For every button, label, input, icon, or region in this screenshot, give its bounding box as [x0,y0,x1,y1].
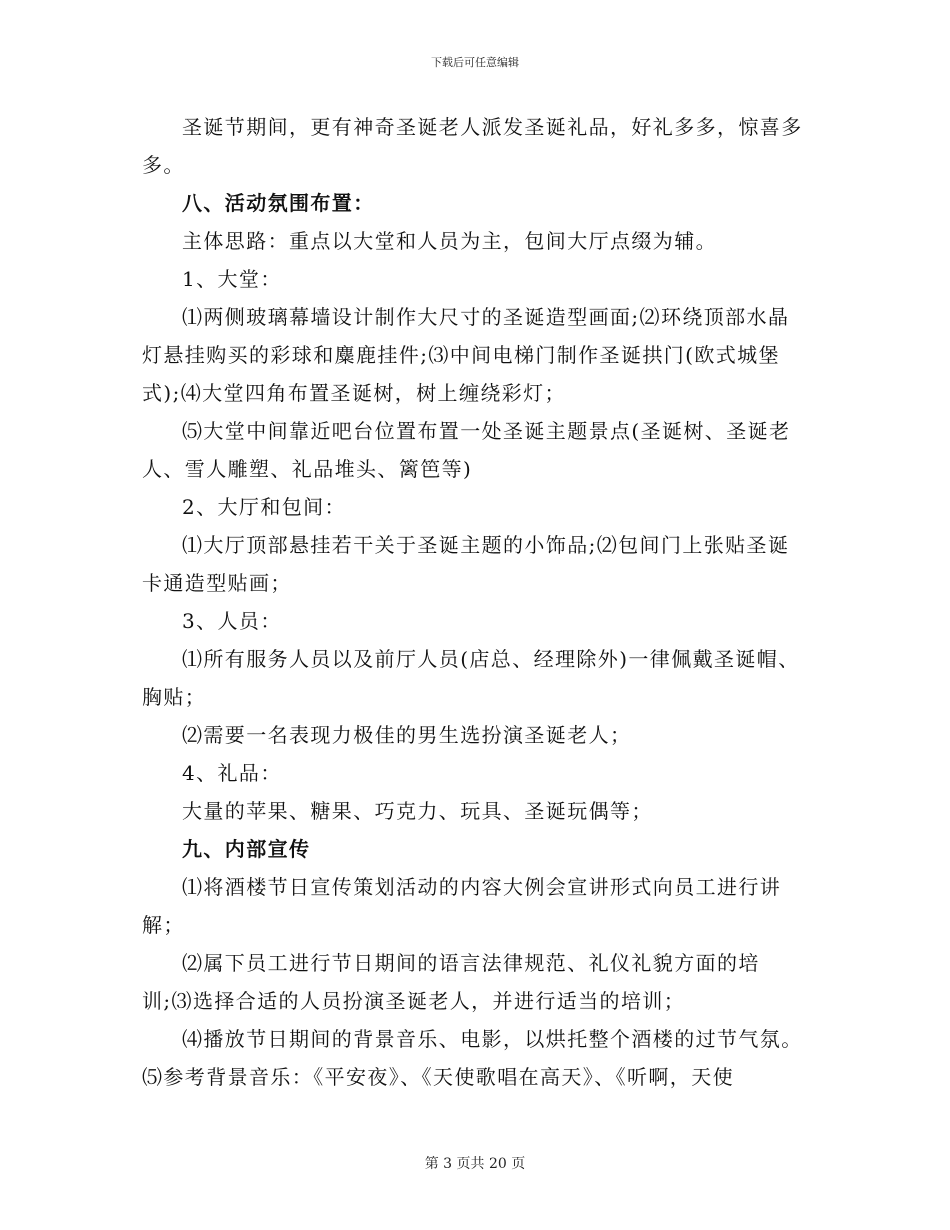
paragraph-staff-dress: ⑴所有服务人员以及前厅人员(店总、经理除外)一律佩戴圣诞帽、胸贴； [142,647,800,709]
paragraph-staff-santa: ⑵需要一名表现力极佳的男生选扮演圣诞老人； [182,723,632,747]
paragraph-gifts: 大量的苹果、糖果、巧克力、玩具、圣诞玩偶等； [182,799,653,823]
paragraph-promo-1: ⑴将酒楼节日宣传策划活动的内容大例会宣讲形式向员工进行讲解； [142,875,782,937]
paragraph-lobby-items: ⑴两侧玻璃幕墙设计制作大尺寸的圣诞造型画面;⑵环绕顶部水晶灯悬挂购买的彩球和麋鹿挂件;⑶中间电梯门制作圣诞拱门(欧式城堡式);⑷大堂四角布置圣诞树，树上缠绕彩灯； [142,305,790,405]
paragraph-promo-3: ⑷播放节日期间的背景音乐、电影，以烘托整个酒楼的过节气氛。⑸参考背景音乐：《平安夜》、《天使歌唱在高天》、《听啊，天使 [142,1027,803,1089]
paragraph-main-idea: 主体思路：重点以大堂和人员为主，包间大厅点缀为辅。 [182,229,717,253]
document-body [142,108,808,1096]
page-footer: 第 3 页共 20 页 [424,1156,526,1172]
section-heading-9: 九、内部宣传 [182,837,311,861]
subheading-gifts: 4、礼品： [182,761,282,785]
section-heading-8: 八、活动氛围布置： [182,191,375,215]
paragraph-hall-rooms: ⑴大厅顶部悬挂若干关于圣诞主题的小饰品;⑵包间门上张贴圣诞卡通造型贴画； [142,533,790,595]
paragraph-promo-2: ⑵属下员工进行节日期间的语言法律规范、礼仪礼貌方面的培训;⑶选择合适的人员扮演圣诞老人，并进行适当的培训； [142,951,760,1013]
subheading-staff: 3、人员： [182,609,282,633]
page-header: 下载后可任意编辑 [431,56,519,69]
paragraph-lobby-scene: ⑸大堂中间靠近吧台位置布置一处圣诞主题景点(圣诞树、圣诞老人、雪人雕塑、礼品堆头、篱笆等) [142,419,791,481]
paragraph-intro: 圣诞节期间，更有神奇圣诞老人派发圣诞礼品，好礼多多，惊喜多多。 [142,115,803,177]
subheading-lobby: 1、大堂： [182,267,282,291]
subheading-hall-rooms: 2、大厅和包间： [182,495,346,519]
